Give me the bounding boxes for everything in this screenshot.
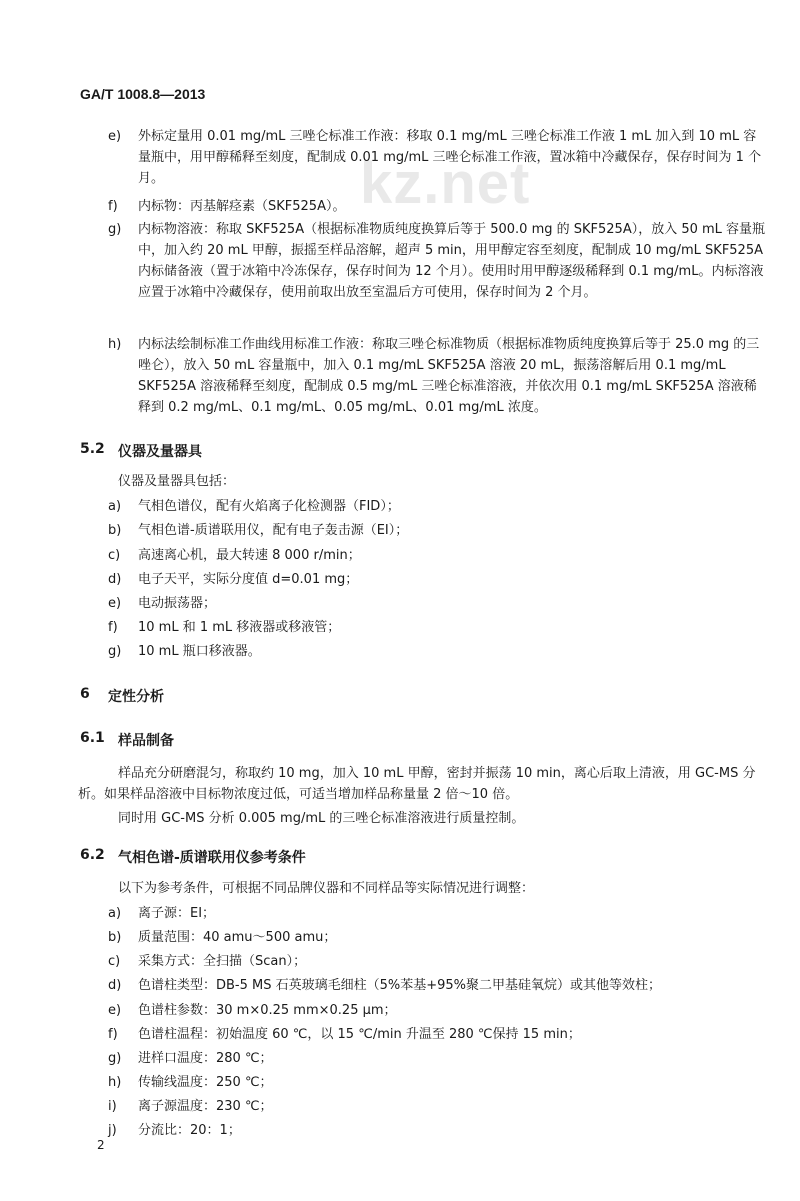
list-item-label: e) bbox=[108, 129, 122, 144]
list-item-label: j) bbox=[108, 1123, 117, 1138]
list-item-label: g) bbox=[108, 1051, 122, 1066]
list-item-text: 色谱柱类型：DB-5 MS 石英玻璃毛细柱（5%苯基+95%聚二甲基硅氧烷）或其他等效柱； bbox=[138, 978, 662, 993]
list-item-text: 外标定量用 0.01 mg/mL 三唑仑标准工作液：移取 0.1 mg/mL 三唑仑标准工作液 1 mL 加入到 10 mL 容量瓶中，用甲醇稀释至刻度，配制成 0.01 mg/mL 三唑仑标准工作液，置冰箱中冷藏保存，保存时间为 1 个月。 bbox=[138, 129, 762, 186]
list-item-label: f) bbox=[108, 199, 118, 214]
list-item-text: 高速离心机，最大转速 8 000 r/min； bbox=[138, 548, 361, 563]
list-item bbox=[108, 927, 768, 948]
section-heading-6 bbox=[80, 686, 164, 706]
list-item bbox=[108, 219, 768, 303]
list-item-text: 气相色谱-质谱联用仪，配有电子轰击源（EI）； bbox=[138, 523, 409, 538]
list-item bbox=[108, 334, 768, 418]
list-item bbox=[108, 1120, 768, 1141]
list-item bbox=[108, 1072, 768, 1093]
list-item-text: 内标物溶液：称取 SKF525A（根据标准物质纯度换算后等于 500.0 mg 的 SKF525A），放入 50 mL 容量瓶中，加入约 20 mL 甲醇，振摇至样品溶解，超声 5 min，用甲醇定容至刻度，配制成 10 mg/mL SKF525A 内标储备液（置于冰箱中冷冻保存，保存时间为 12 个月）。使用时用甲醇逐级稀释到 0.1 mg/mL。内标溶液应置于冰箱中冷藏保存，使用前取出放至室温后方可使用，保存时间为 2 个月。 bbox=[138, 222, 766, 300]
list-item bbox=[108, 1048, 768, 1069]
list-item-label: a) bbox=[108, 906, 122, 921]
list-item-label: i) bbox=[108, 1099, 117, 1114]
list-item bbox=[108, 903, 768, 924]
section-heading-6-1 bbox=[80, 730, 174, 750]
list-item bbox=[108, 126, 768, 189]
list-item-label: c) bbox=[108, 548, 121, 563]
list-item-label: g) bbox=[108, 222, 122, 237]
list-item-text: 离子源温度：230 ℃； bbox=[138, 1099, 273, 1114]
list-item bbox=[108, 1000, 768, 1021]
section-number: 6.2 bbox=[80, 847, 105, 863]
list-item-label: c) bbox=[108, 954, 121, 969]
list-item-label: a) bbox=[108, 499, 122, 514]
paragraph: 以下为参考条件，可根据不同品牌仪器和不同样品等实际情况进行调整： bbox=[118, 881, 535, 896]
list-item-text: 10 mL 和 1 mL 移液器或移液管； bbox=[138, 620, 341, 635]
list-item bbox=[108, 641, 768, 662]
list-item-text: 10 mL 瓶口移液器。 bbox=[138, 644, 261, 659]
list-item-label: e) bbox=[108, 1003, 122, 1018]
list-item-label: h) bbox=[108, 1075, 122, 1090]
list-item-label: b) bbox=[108, 523, 122, 538]
list-item-text: 电子天平，实际分度值 d=0.01 mg； bbox=[138, 572, 359, 587]
list-item-text: 质量范围：40 amu～500 amu； bbox=[138, 930, 337, 945]
list-item-text: 采集方式：全扫描（Scan）； bbox=[138, 954, 307, 969]
list-item-label: d) bbox=[108, 978, 122, 993]
list-item-label: e) bbox=[108, 596, 122, 611]
paragraph: 样品充分研磨混匀，称取约 10 mg，加入 10 mL 甲醇，密封并振荡 10 min，离心后取上清液，用 GC-MS 分析。如果样品溶液中目标物浓度过低，可适当增加样品称量量 2 倍～10 倍。 bbox=[78, 766, 756, 802]
list-item-label: f) bbox=[108, 1027, 118, 1042]
list-item bbox=[108, 196, 768, 217]
list-item bbox=[108, 496, 768, 517]
list-item-label: b) bbox=[108, 930, 122, 945]
list-item-text: 传输线温度：250 ℃； bbox=[138, 1075, 273, 1090]
paragraph: 同时用 GC-MS 分析 0.005 mg/mL 的三唑仑标准溶液进行质量控制。 bbox=[118, 811, 525, 826]
paragraph: 仪器及量器具包括： bbox=[118, 474, 236, 489]
list-item-text: 气相色谱仪，配有火焰离子化检测器（FID）； bbox=[138, 499, 400, 514]
list-item bbox=[108, 617, 768, 638]
document-code-header: GA/T 1008.8—2013 bbox=[80, 86, 206, 102]
list-item bbox=[108, 545, 768, 566]
section-heading-6-2 bbox=[80, 847, 306, 867]
list-item-text: 色谱柱参数：30 m×0.25 mm×0.25 μm； bbox=[138, 1003, 397, 1018]
list-item bbox=[108, 569, 768, 590]
list-item-text: 内标法绘制标准工作曲线用标准工作液：称取三唑仑标准物质（根据标准物质纯度换算后等于 25.0 mg 的三唑仑），放入 50 mL 容量瓶中，加入 0.1 mg/mL SKF525A 溶液 20 mL，振荡溶解后用 0.1 mg/mL SKF525A 溶液稀释至刻度，配制成 0.5 mg/mL 三唑仑标准溶液，并依次用 0.1 mg/mL SKF525A 溶液稀释到 0.2 mg/mL、0.1 mg/mL、0.05 mg/mL、0.01 mg/mL 浓度。 bbox=[138, 337, 760, 415]
list-item bbox=[108, 951, 768, 972]
list-item bbox=[108, 593, 768, 614]
list-item-label: h) bbox=[108, 337, 122, 352]
list-item bbox=[108, 520, 768, 541]
list-item-label: f) bbox=[108, 620, 118, 635]
list-item-text: 色谱柱温程：初始温度 60 ℃，以 15 ℃/min 升温至 280 ℃保持 15 min； bbox=[138, 1027, 581, 1042]
section-title: 气相色谱-质谱联用仪参考条件 bbox=[118, 850, 306, 866]
section-heading-5-2 bbox=[80, 441, 202, 461]
section-title: 样品制备 bbox=[118, 733, 174, 749]
page-number: 2 bbox=[97, 1138, 105, 1152]
section-number: 6 bbox=[80, 686, 90, 702]
watermark: kz.net bbox=[360, 151, 531, 216]
list-item-text: 分流比：20：1； bbox=[138, 1123, 241, 1138]
list-item-text: 电动振荡器； bbox=[138, 596, 217, 611]
list-item bbox=[108, 1024, 768, 1045]
section-title: 定性分析 bbox=[108, 689, 164, 705]
list-item-text: 进样口温度：280 ℃； bbox=[138, 1051, 273, 1066]
list-item bbox=[108, 1096, 768, 1117]
list-item bbox=[108, 975, 768, 996]
list-item-label: g) bbox=[108, 644, 122, 659]
list-item-text: 内标物：丙基解痉素（SKF525A）。 bbox=[138, 199, 346, 214]
section-title: 仪器及量器具 bbox=[118, 444, 202, 460]
section-number: 5.2 bbox=[80, 441, 105, 457]
list-item-text: 离子源：EI； bbox=[138, 906, 216, 921]
list-item-label: d) bbox=[108, 572, 122, 587]
section-number: 6.1 bbox=[80, 730, 105, 746]
